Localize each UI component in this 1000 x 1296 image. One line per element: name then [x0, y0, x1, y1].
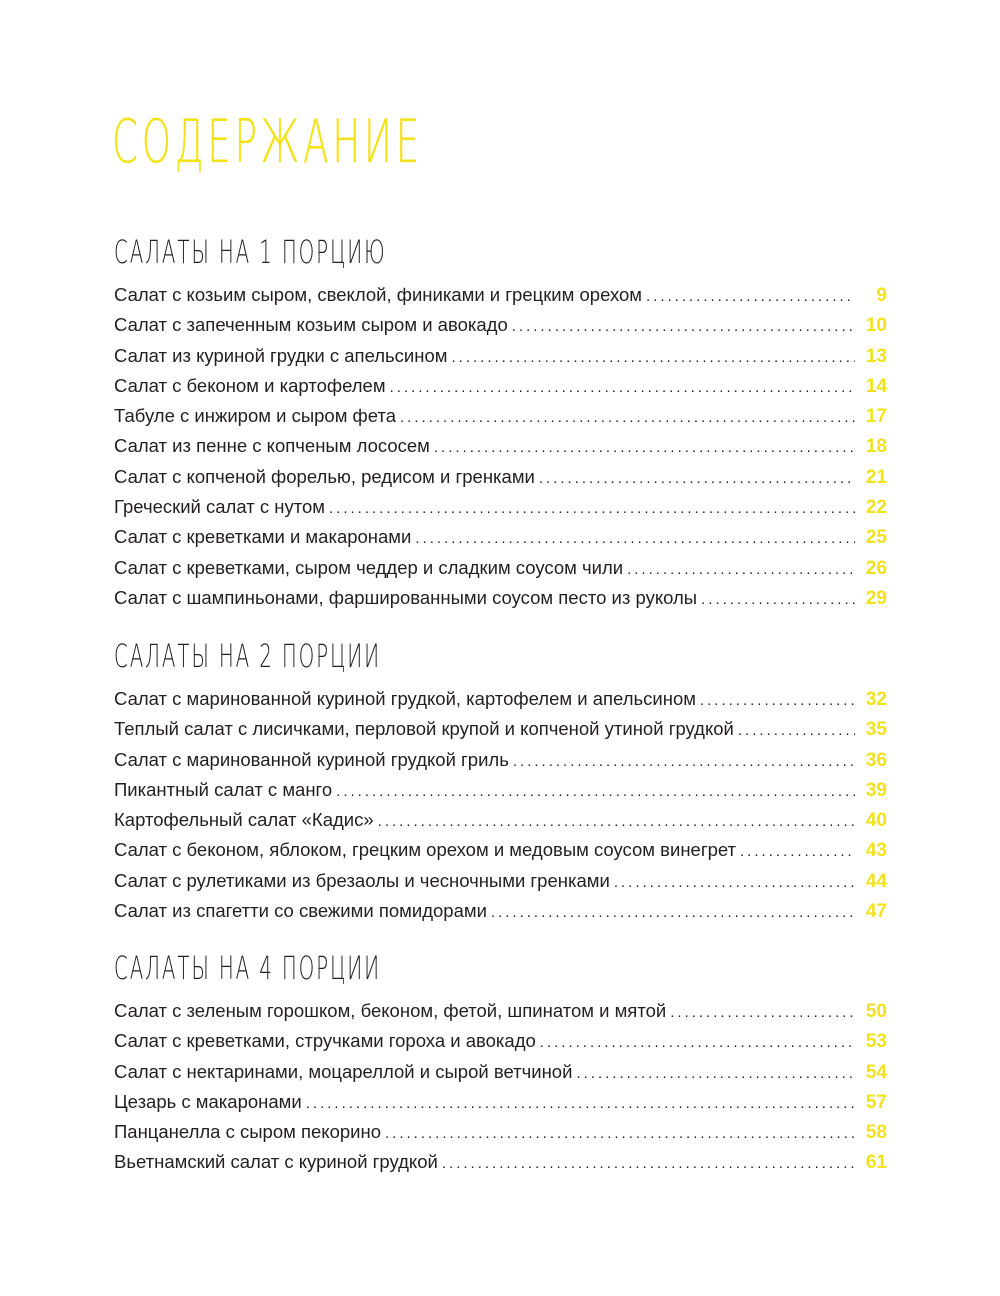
- toc-entry-title: Салат с запеченным козьим сыром и авокадо: [114, 314, 508, 336]
- toc-entry[interactable]: [114, 805, 887, 835]
- section-entries-2-portions: [114, 684, 887, 926]
- toc-entry-title: Салат с беконом, яблоком, грецким орехом и медовым соусом винегрет: [114, 839, 737, 861]
- dot-leader: [442, 1149, 855, 1179]
- dot-leader: [400, 403, 855, 433]
- toc-entry-page-number: 36: [865, 749, 887, 771]
- section-entries-1-portion: [114, 280, 887, 613]
- toc-entry-title: Салат с маринованной куриной грудкой гриль: [114, 748, 509, 770]
- dot-leader: [740, 837, 855, 867]
- dot-leader: [329, 494, 855, 524]
- toc-entry-title: Салат с шампиньонами, фаршированными соусом песто из руколы: [114, 586, 698, 608]
- dot-leader: [385, 1119, 855, 1149]
- dot-leader: [434, 433, 855, 463]
- dot-leader: [614, 868, 855, 898]
- section-heading-1-portion: САЛАТЫ НА 1 ПОРЦИЮ: [114, 233, 387, 271]
- dot-leader: [390, 373, 855, 403]
- toc-entry[interactable]: [114, 1147, 887, 1177]
- toc-entry[interactable]: [114, 341, 887, 371]
- toc-entry-page-number: 13: [865, 345, 887, 367]
- toc-entry-page-number: 57: [865, 1091, 887, 1113]
- toc-entry-page-number: 14: [865, 375, 887, 397]
- toc-entry[interactable]: [114, 280, 887, 310]
- toc-entry-page-number: 61: [865, 1152, 887, 1174]
- toc-entry[interactable]: [114, 401, 887, 431]
- toc-entry-page-number: 43: [865, 840, 887, 862]
- dot-leader: [627, 555, 855, 585]
- dot-leader: [512, 312, 855, 342]
- toc-entry[interactable]: [114, 714, 887, 744]
- dot-leader: [415, 524, 855, 554]
- toc-entry-title: Салат с рулетиками из брезаолы и чесночными гренками: [114, 869, 610, 891]
- dot-leader: [491, 898, 855, 928]
- toc-entry[interactable]: [114, 1057, 887, 1087]
- toc-entry-title: Теплый салат с лисичками, перловой крупой и копченой утиной грудкой: [114, 718, 734, 740]
- toc-entry-title: Салат из спагетти со свежими помидорами: [114, 900, 487, 922]
- dot-leader: [336, 777, 855, 807]
- toc-entry-page-number: 29: [865, 587, 887, 609]
- dot-leader: [700, 686, 855, 716]
- toc-entry[interactable]: [114, 492, 887, 522]
- toc-entry[interactable]: [114, 866, 887, 896]
- toc-entry-page-number: 9: [876, 285, 887, 306]
- dot-leader: [378, 807, 855, 837]
- toc-entry[interactable]: [114, 835, 887, 865]
- toc-entry[interactable]: [114, 522, 887, 552]
- toc-entry-page-number: 10: [865, 315, 887, 337]
- toc-entry-page-number: 47: [865, 901, 887, 923]
- toc-entry[interactable]: [114, 583, 887, 613]
- section-heading-2-portions: САЛАТЫ НА 2 ПОРЦИИ: [114, 637, 381, 675]
- toc-entry[interactable]: [114, 371, 887, 401]
- toc-entry-title: Вьетнамский салат с куриной грудкой: [114, 1151, 438, 1173]
- toc-entry-title: Салат с нектаринами, моцареллой и сырой ветчиной: [114, 1060, 573, 1082]
- dot-leader: [738, 716, 855, 746]
- toc-entry-title: Салат с креветками, стручками гороха и авокадо: [114, 1030, 536, 1052]
- toc-entry-page-number: 17: [865, 406, 887, 428]
- toc-entry-page-number: 44: [865, 870, 887, 892]
- toc-entry-title: Греческий салат с нутом: [114, 496, 325, 518]
- toc-entry-title: Салат из куриной грудки с апельсином: [114, 344, 448, 366]
- toc-entry-title: Салат с зеленым горошком, беконом, фетой, шпинатом и мятой: [114, 1000, 667, 1021]
- toc-entry[interactable]: [114, 1026, 887, 1056]
- toc-entry-page-number: 21: [865, 466, 887, 488]
- toc-entry-page-number: 54: [865, 1061, 887, 1083]
- section-heading-4-portions: САЛАТЫ НА 4 ПОРЦИИ: [114, 949, 381, 987]
- toc-entry[interactable]: [114, 896, 887, 926]
- toc-entry-title: Табуле с инжиром и сыром фета: [114, 405, 397, 427]
- toc-entry-page-number: 32: [865, 689, 887, 710]
- toc-entry-page-number: 53: [865, 1031, 887, 1053]
- page-title: СОДЕРЖАНИЕ: [112, 107, 423, 177]
- toc-entry-page-number: 39: [865, 779, 887, 801]
- toc-entry[interactable]: [114, 431, 887, 461]
- toc-entry-title: Салат с маринованной куриной грудкой, картофелем и апельсином: [114, 688, 696, 709]
- toc-entry-title: Салат с креветками, сыром чеддер и сладким соусом чили: [114, 556, 624, 578]
- toc-entry[interactable]: [114, 775, 887, 805]
- toc-entry-page-number: 58: [865, 1122, 887, 1144]
- dot-leader: [646, 282, 855, 312]
- dot-leader: [452, 343, 856, 373]
- toc-entry[interactable]: [114, 745, 887, 775]
- toc-entry-page-number: 18: [865, 436, 887, 458]
- toc-entry[interactable]: [114, 1117, 887, 1147]
- toc-entry[interactable]: [114, 553, 887, 583]
- dot-leader: [576, 1059, 855, 1089]
- toc-entry[interactable]: [114, 996, 887, 1026]
- toc-entry-page-number: 40: [865, 810, 887, 832]
- toc-entry-title: Картофельный салат «Кадис»: [114, 809, 374, 831]
- toc-entry-page-number: 26: [865, 557, 887, 579]
- dot-leader: [701, 585, 855, 615]
- toc-entry[interactable]: [114, 684, 887, 714]
- toc-entry-title: Панцанелла с сыром пекорино: [114, 1121, 381, 1143]
- toc-entry-title: Салат с козьим сыром, свеклой, финиками и грецким орехом: [114, 284, 642, 305]
- dot-leader: [306, 1089, 855, 1119]
- dot-leader: [513, 747, 855, 777]
- dot-leader: [540, 1028, 855, 1058]
- dot-leader: [539, 464, 855, 494]
- toc-entry-title: Цезарь с макаронами: [114, 1090, 302, 1112]
- toc-entry-title: Пикантный салат с манго: [114, 778, 333, 800]
- toc-entry[interactable]: [114, 310, 887, 340]
- toc-entry-page-number: 35: [865, 719, 887, 741]
- toc-entry[interactable]: [114, 462, 887, 492]
- toc-entry-page-number: 50: [865, 1001, 887, 1022]
- toc-entry[interactable]: [114, 1087, 887, 1117]
- toc-entry-title: Салат из пенне с копченым лососем: [114, 435, 430, 457]
- toc-entry-title: Салат с креветками и макаронами: [114, 526, 412, 548]
- toc-entry-page-number: 22: [865, 497, 887, 519]
- toc-entry-page-number: 25: [865, 527, 887, 549]
- section-entries-4-portions: [114, 996, 887, 1178]
- toc-entry-title: Салат с беконом и картофелем: [114, 374, 386, 396]
- toc-entry-title: Салат с копченой форелью, редисом и гренками: [114, 465, 535, 487]
- dot-leader: [670, 998, 855, 1028]
